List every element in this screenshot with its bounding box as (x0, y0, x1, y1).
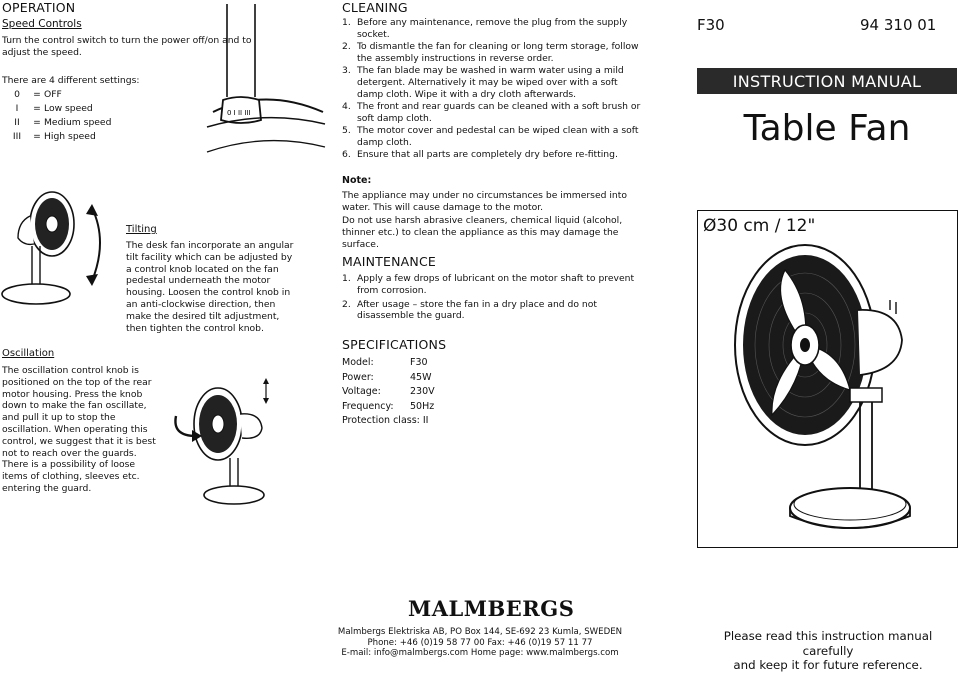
size-label: Ø30 cm / 12" (703, 216, 816, 236)
item-text: The motor cover and pedestal can be wiped clean with a soft damp cloth. (357, 125, 639, 148)
cleaning-item (342, 101, 642, 125)
item-text: After usage – store the fan in a dry place and do not disassemble the guard. (357, 298, 597, 322)
item-number: 3. (342, 65, 351, 77)
item-number: 1. (342, 17, 351, 28)
address-line: Malmbergs Elektriska AB, PO Box 144, SE-692 23 Kumla, SWEDEN (337, 627, 623, 637)
spec-row (342, 414, 435, 429)
spec-value: 50Hz (410, 400, 435, 412)
specifications-table (342, 356, 435, 429)
spec-value: 230V (410, 386, 435, 397)
item-text: To dismantle the fan for cleaning or long term storage, follow the assembly instructions in reverse order. (357, 41, 639, 64)
item-text: Before any maintenance, remove the plug from the supply socket. (357, 17, 628, 40)
oscillation-heading: Oscillation (2, 348, 55, 359)
table-fan-illustration (730, 240, 930, 540)
setting-label: Low speed (44, 103, 93, 114)
speed-controls-heading: Speed Controls (2, 18, 82, 30)
item-text: The fan blade may be washed in warm water using a mild detergent. Alternatively it may be wiped over with a soft damp cloth. Wipe it with a dry cloth afterwards. (357, 65, 624, 100)
speed-controls-text: Turn the control switch to turn the power off/on and to adjust the speed. (2, 35, 252, 58)
footer-note (697, 629, 959, 673)
cleaning-heading: CLEANING (342, 0, 408, 15)
spec-key: Power: (342, 371, 374, 383)
model-code: F30 (697, 16, 725, 34)
spec-key: Voltage: (342, 386, 381, 397)
item-number: 4. (342, 101, 351, 113)
setting-row (4, 116, 111, 130)
setting-eq: = (33, 103, 41, 114)
cleaning-item (342, 41, 642, 65)
footer-note-line: and keep it for future reference. (733, 658, 923, 672)
setting-symbol: I (15, 103, 19, 114)
setting-label: OFF (44, 89, 62, 100)
spec-value: 45W (410, 371, 432, 383)
maintenance-item (342, 299, 642, 323)
note-paragraph: The appliance may under no circumstances be immersed into water. This will cause damage to the motor. (342, 190, 627, 213)
instruction-manual-banner: INSTRUCTION MANUAL (697, 68, 957, 94)
cleaning-item (342, 17, 642, 41)
speed-settings-list (4, 88, 111, 144)
note-heading: Note: (342, 175, 372, 186)
setting-eq: = (33, 117, 41, 128)
maintenance-heading: MAINTENANCE (342, 254, 436, 269)
company-address (320, 627, 640, 659)
item-text: The front and rear guards can be cleaned with a soft brush or soft damp cloth. (357, 101, 641, 124)
item-number: 6. (342, 149, 351, 161)
operation-heading: OPERATION (2, 0, 76, 15)
spec-key: Protection class: II (342, 415, 429, 426)
brand-logo: MALMBERGS (408, 596, 575, 621)
setting-symbol: III (12, 131, 22, 142)
spec-row (342, 385, 435, 400)
maintenance-item (342, 273, 642, 297)
spec-row (342, 400, 435, 415)
item-number: 2. (342, 41, 351, 53)
setting-row (4, 130, 111, 144)
item-number: 5. (342, 125, 351, 137)
setting-symbol: 0 (14, 89, 20, 100)
phone-fax-line: Phone: +46 (0)19 58 77 00 Fax: +46 (0)19 57 11 77 (367, 637, 593, 648)
setting-symbol: II (14, 117, 20, 128)
specifications-heading: SPECIFICATIONS (342, 337, 447, 352)
tilting-fan-illustration (0, 186, 110, 316)
cleaning-item (342, 65, 642, 100)
note-paragraph: Do not use harsh abrasive cleaners, chemical liquid (alcohol, thinner etc.) to clean the appliance as this may damage the surface. (342, 215, 623, 250)
item-number: 2. (342, 298, 351, 310)
email-web-line: E-mail: info@malmbergs.com Home page: www.malmbergs.com (341, 648, 619, 659)
item-text: Ensure that all parts are completely dry before re-fitting. (357, 149, 618, 161)
setting-row (4, 102, 111, 116)
spec-row (342, 371, 435, 386)
cleaning-list (342, 17, 642, 162)
oscillation-fan-illustration (168, 376, 288, 508)
tilting-text: The desk fan incorporate an angular tilt facility which can be adjusted by a control knob located on the fan pedestal underneath the motor housing. Loosen the control knob in an anti-clockwise direction, then make the desired tilt adjustment, then tighten the control knob. (126, 240, 294, 334)
spec-key: Model: (342, 357, 374, 368)
maintenance-list (342, 273, 642, 324)
spec-value: F30 (410, 357, 428, 368)
setting-label: High speed (44, 131, 96, 142)
setting-label: Medium speed (44, 117, 112, 128)
oscillation-text: The oscillation control knob is positioned on the top of the rear motor housing. Press the knob down to make the fan oscillate, and pull it up to stop the oscillation. When operating this control, we suggest that it is best not to reach over the guards. There is a possibility of loose items of clothing, sleeves etc. entering the guard. (2, 365, 156, 494)
speed-switch-illustration (205, 2, 325, 162)
product-title: Table Fan (743, 108, 911, 149)
cleaning-item (342, 125, 642, 149)
cleaning-item (342, 149, 642, 161)
item-text: Apply a few drops of lubricant on the motor shaft to prevent from corrosion. (357, 273, 635, 296)
spec-key: Frequency: (342, 400, 394, 412)
setting-eq: = (33, 89, 41, 100)
settings-intro: There are 4 different settings: (2, 75, 140, 86)
part-number: 94 310 01 (860, 16, 937, 34)
setting-eq: = (33, 131, 41, 142)
tilting-heading: Tilting (126, 224, 157, 235)
spec-row (342, 356, 435, 371)
dial-marks: 0 I II III (227, 109, 251, 117)
footer-note-line: Please read this instruction manual carefully (723, 629, 933, 658)
item-number: 1. (342, 273, 351, 284)
setting-row (4, 88, 111, 102)
